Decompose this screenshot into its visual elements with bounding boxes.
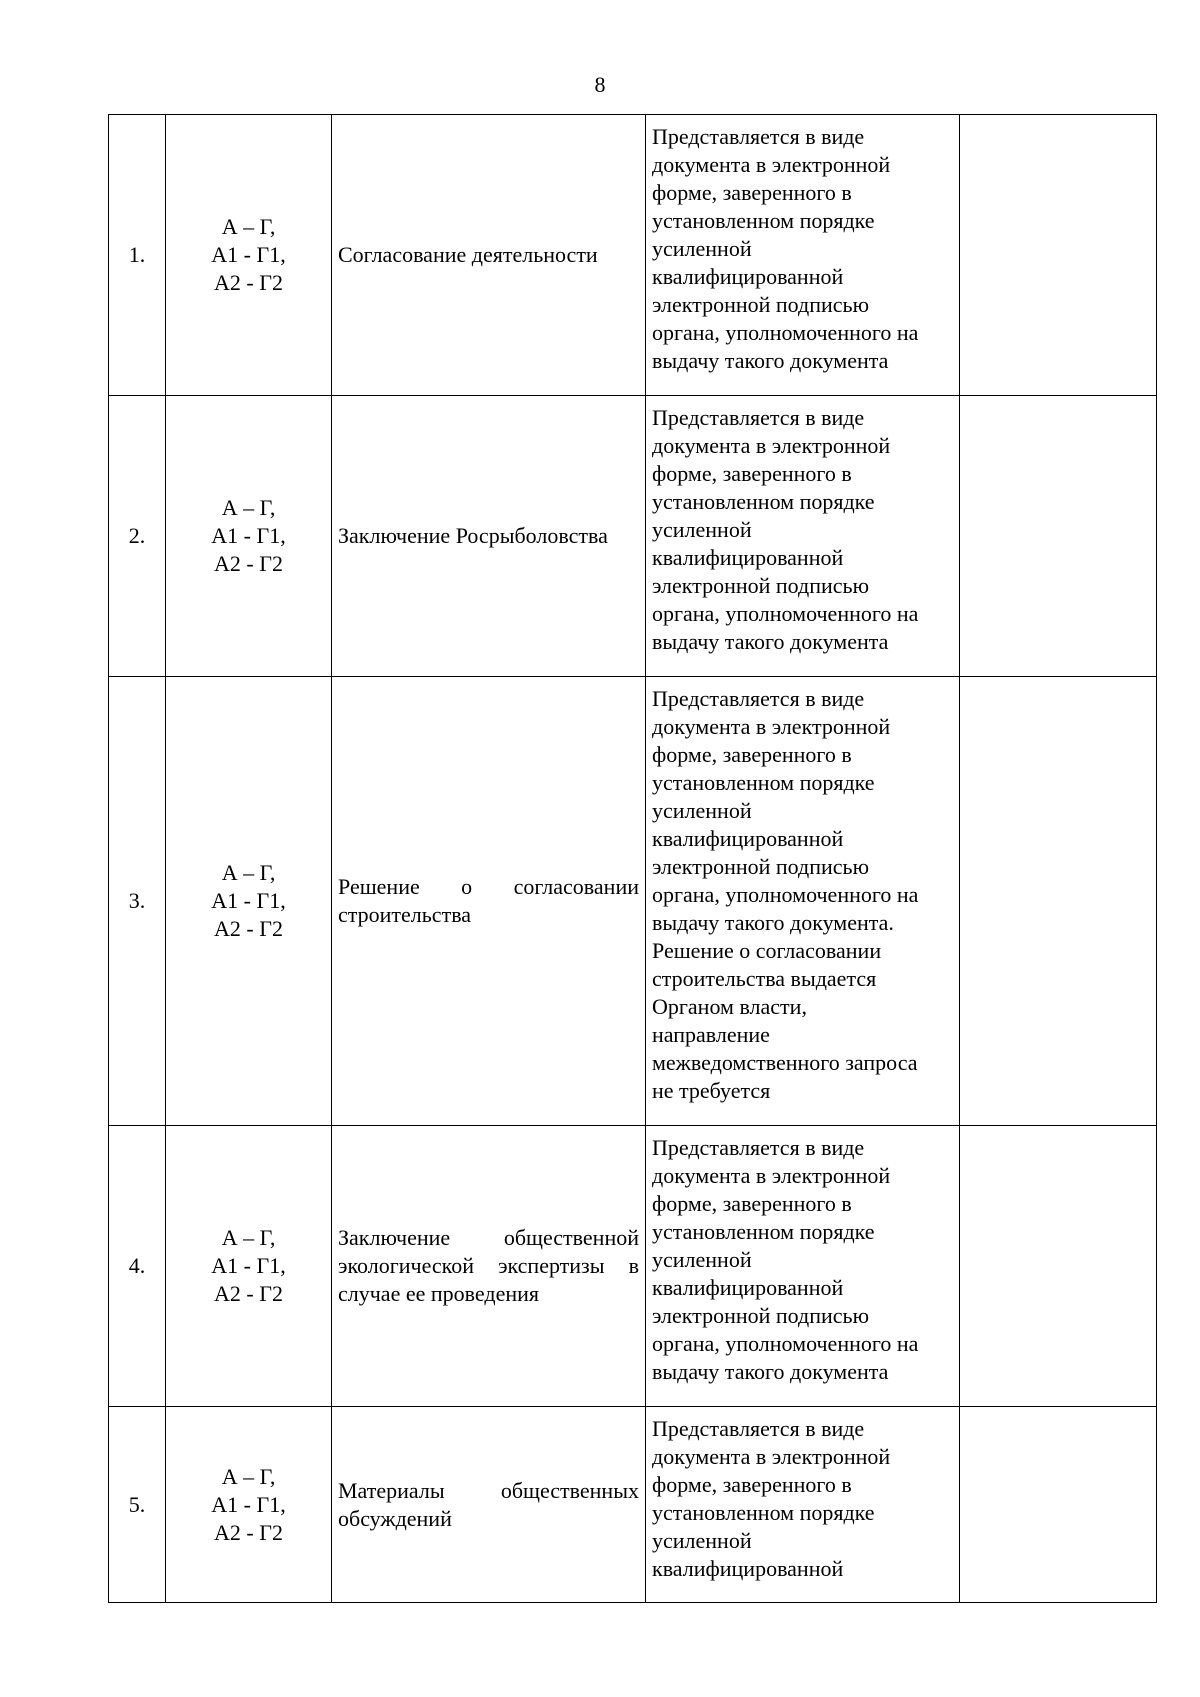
empty-cell bbox=[960, 115, 1157, 396]
requirement-line: Представляется в виде bbox=[652, 124, 865, 149]
option-code: А1 - Г1, bbox=[211, 523, 286, 548]
requirement-line: выдачу такого документа bbox=[652, 629, 889, 654]
requirement-line: форме, заверенного в bbox=[652, 461, 852, 486]
option-codes bbox=[166, 677, 332, 1126]
table-row bbox=[109, 396, 1157, 677]
option-codes bbox=[166, 1126, 332, 1407]
document-requirements bbox=[646, 677, 960, 1126]
document-name: Материалы общественных обсуждений bbox=[332, 1407, 646, 1603]
requirement-line: Органом власти, bbox=[652, 994, 807, 1019]
document-name: Решение о согласовании строительства bbox=[332, 677, 646, 1126]
option-code: А2 - Г2 bbox=[214, 1519, 283, 1545]
requirement-line: документа в электронной bbox=[652, 1163, 891, 1188]
requirement-line: строительства выдается bbox=[652, 966, 877, 991]
requirement-line: установленном порядке bbox=[652, 208, 875, 233]
requirement-line: квалифицированной bbox=[652, 264, 844, 289]
requirement-line: форме, заверенного в bbox=[652, 1191, 852, 1216]
requirement-line: квалифицированной bbox=[652, 1556, 844, 1581]
requirement-line: усиленной bbox=[652, 1528, 752, 1553]
row-number: 1. bbox=[109, 115, 166, 396]
empty-cell bbox=[960, 1126, 1157, 1407]
requirement-line: электронной подписью bbox=[652, 854, 870, 879]
requirement-line: органа, уполномоченного на bbox=[652, 320, 919, 345]
empty-cell bbox=[960, 677, 1157, 1126]
option-code: А2 - Г2 bbox=[214, 551, 283, 576]
requirement-line: квалифицированной bbox=[652, 826, 844, 851]
row-number: 4. bbox=[109, 1126, 166, 1407]
document-name: Заключение общественной экологической экспертизы в случае ее проведения bbox=[332, 1126, 646, 1407]
requirement-line: Представляется в виде bbox=[652, 405, 865, 430]
document-name: Заключение Росрыболовства bbox=[332, 396, 646, 677]
requirement-line: органа, уполномоченного на bbox=[652, 1331, 919, 1356]
empty-cell bbox=[960, 1407, 1157, 1603]
documents-table bbox=[108, 114, 1157, 1603]
option-codes bbox=[166, 396, 332, 677]
empty-cell bbox=[960, 396, 1157, 677]
requirement-line: форме, заверенного в bbox=[652, 1472, 852, 1497]
requirement-line: квалифицированной bbox=[652, 545, 844, 570]
option-code: А1 - Г1, bbox=[211, 242, 286, 267]
requirement-line: усиленной bbox=[652, 517, 752, 542]
document-requirements bbox=[646, 115, 960, 396]
requirement-line: органа, уполномоченного на bbox=[652, 882, 919, 907]
requirement-line: Представляется в виде bbox=[652, 1416, 865, 1441]
document-requirements bbox=[646, 1126, 960, 1407]
row-number: 3. bbox=[109, 677, 166, 1126]
option-code: А – Г, bbox=[221, 1463, 276, 1489]
option-code: А1 - Г1, bbox=[211, 1253, 286, 1278]
requirement-line: установленном порядке bbox=[652, 1219, 875, 1244]
requirement-line: установленном порядке bbox=[652, 770, 875, 795]
option-code: А1 - Г1, bbox=[211, 888, 286, 913]
requirement-line: документа в электронной bbox=[652, 714, 891, 739]
option-codes bbox=[166, 115, 332, 396]
requirement-line: выдачу такого документа. bbox=[652, 910, 894, 935]
requirement-line: документа в электронной bbox=[652, 1444, 891, 1469]
row-number: 5. bbox=[109, 1407, 166, 1603]
requirement-line: квалифицированной bbox=[652, 1275, 844, 1300]
table-row bbox=[109, 677, 1157, 1126]
option-code: А – Г, bbox=[221, 860, 276, 885]
requirement-line: электронной подписью bbox=[652, 573, 870, 598]
requirement-line: установленном порядке bbox=[652, 1500, 875, 1525]
requirement-line: форме, заверенного в bbox=[652, 180, 852, 205]
option-code: А – Г, bbox=[221, 214, 276, 239]
requirement-line: выдачу такого документа bbox=[652, 348, 889, 373]
option-code: А2 - Г2 bbox=[214, 270, 283, 295]
requirement-line: усиленной bbox=[652, 798, 752, 823]
document-requirements bbox=[646, 396, 960, 677]
document-requirements bbox=[646, 1407, 960, 1603]
requirement-line: усиленной bbox=[652, 236, 752, 261]
requirement-line: направление bbox=[652, 1022, 770, 1047]
requirement-line: форме, заверенного в bbox=[652, 742, 852, 767]
option-code: А2 - Г2 bbox=[214, 1281, 283, 1306]
option-code: А – Г, bbox=[221, 495, 276, 520]
requirement-line: Решение о согласовании bbox=[652, 938, 882, 963]
requirement-line: документа в электронной bbox=[652, 433, 891, 458]
option-codes bbox=[166, 1407, 332, 1603]
requirement-line: электронной подписью bbox=[652, 1303, 870, 1328]
requirement-line: не требуется bbox=[652, 1078, 771, 1103]
row-number: 2. bbox=[109, 396, 166, 677]
option-code: А – Г, bbox=[221, 1225, 276, 1250]
requirement-line: органа, уполномоченного на bbox=[652, 601, 919, 626]
requirement-line: установленном порядке bbox=[652, 489, 875, 514]
option-code: А2 - Г2 bbox=[214, 916, 283, 941]
requirement-line: усиленной bbox=[652, 1247, 752, 1272]
table-body bbox=[109, 115, 1157, 1603]
requirement-line: выдачу такого документа bbox=[652, 1359, 889, 1384]
page-number: 8 bbox=[594, 72, 606, 97]
document-name: Согласование деятельности bbox=[332, 115, 646, 396]
table-row bbox=[109, 1407, 1157, 1603]
table-row bbox=[109, 1126, 1157, 1407]
requirement-line: документа в электронной bbox=[652, 152, 891, 177]
requirement-line: электронной подписью bbox=[652, 292, 870, 317]
requirement-line: Представляется в виде bbox=[652, 686, 865, 711]
requirement-line: межведомственного запроса bbox=[652, 1050, 918, 1075]
table-row bbox=[109, 115, 1157, 396]
option-code: А1 - Г1, bbox=[211, 1491, 286, 1517]
requirement-line: Представляется в виде bbox=[652, 1135, 865, 1160]
